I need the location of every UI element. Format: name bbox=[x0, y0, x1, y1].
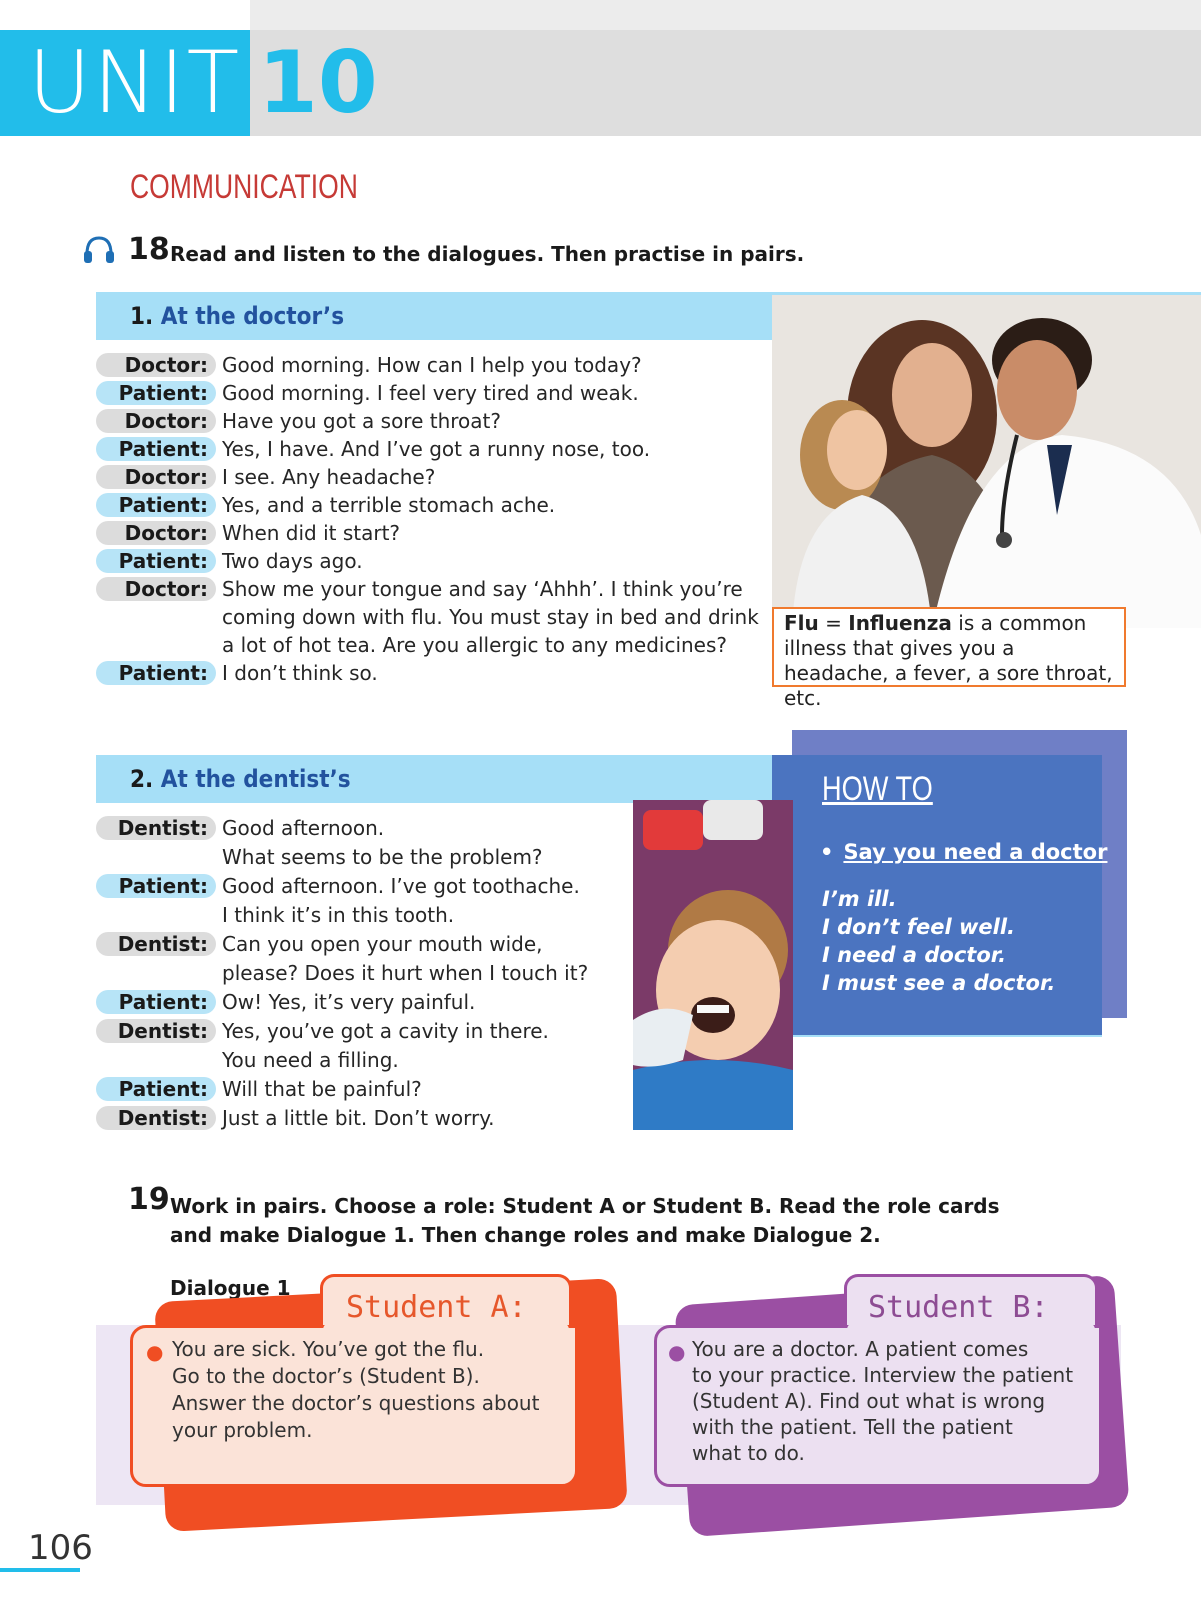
utterance-text: Ow! Yes, it’s very painful. bbox=[222, 990, 476, 1014]
student-b-text bbox=[692, 1336, 1073, 1466]
speaker-label bbox=[96, 605, 216, 629]
student-b-text-line: (Student A). Find out what is wrong bbox=[692, 1389, 1046, 1413]
exercise-19-instruction bbox=[170, 1192, 1000, 1250]
speaker-label: Patient: bbox=[96, 381, 216, 405]
speaker-label: Doctor: bbox=[96, 465, 216, 489]
student-b-bullet-icon: ● bbox=[668, 1340, 686, 1364]
dialogue-line bbox=[96, 929, 543, 958]
dialogue-2-title bbox=[130, 755, 351, 803]
howto-phrase: I must see a doctor. bbox=[822, 971, 1056, 995]
student-a-text-line: You are sick. You’ve got the flu. bbox=[172, 1337, 485, 1361]
utterance-text: What seems to be the problem? bbox=[222, 845, 543, 869]
page-number: 106 bbox=[28, 1528, 93, 1568]
dentist-photo bbox=[633, 800, 793, 1130]
dialogue-1-number: 1. bbox=[130, 302, 154, 330]
speaker-label bbox=[96, 903, 216, 927]
exercise-19-number: 19 bbox=[128, 1182, 170, 1217]
speaker-label bbox=[96, 845, 216, 869]
utterance-text: I don’t think so. bbox=[222, 661, 378, 685]
utterance-text: coming down with flu. You must stay in bed and drink bbox=[222, 605, 759, 629]
flu-full-term: Influenza bbox=[848, 611, 952, 635]
page-number-underline bbox=[0, 1568, 80, 1572]
section-title: COMMUNICATION bbox=[130, 168, 358, 206]
utterance-text: a lot of hot tea. Are you allergic to any medicines? bbox=[222, 633, 728, 657]
speaker-label: Dentist: bbox=[96, 816, 216, 840]
speaker-label bbox=[96, 961, 216, 985]
doctor-photo bbox=[772, 295, 1201, 628]
utterance-text: Have you got a sore throat? bbox=[222, 409, 501, 433]
utterance-text: Good afternoon. bbox=[222, 816, 385, 840]
dialogue-line bbox=[96, 406, 501, 435]
howto-bullet-text: Say you need a doctor bbox=[843, 840, 1108, 864]
speaker-label: Dentist: bbox=[96, 1019, 216, 1043]
speaker-label: Patient: bbox=[96, 874, 216, 898]
exercise-19-instruction-line: and make Dialogue 1. Then change roles and make Dialogue 2. bbox=[170, 1223, 881, 1247]
utterance-text: please? Does it hurt when I touch it? bbox=[222, 961, 589, 985]
speaker-label: Doctor: bbox=[96, 353, 216, 377]
dialogue-line bbox=[96, 518, 400, 547]
student-a-text bbox=[172, 1336, 539, 1444]
dialogue-line bbox=[96, 630, 727, 659]
howto-phrase: I need a doctor. bbox=[822, 943, 1007, 967]
dialogue-line bbox=[96, 1045, 399, 1074]
dialogue-line bbox=[96, 350, 642, 379]
student-b-text-line: You are a doctor. A patient comes bbox=[692, 1337, 1029, 1361]
dialogue-line bbox=[96, 1103, 495, 1132]
speaker-label: Doctor: bbox=[96, 577, 216, 601]
dialogue-line bbox=[96, 462, 435, 491]
speaker-label: Dentist: bbox=[96, 1106, 216, 1130]
utterance-text: Yes, I have. And I’ve got a runny nose, too. bbox=[222, 437, 651, 461]
dialogue-label: Dialogue 1 bbox=[170, 1276, 291, 1300]
utterance-text: Good afternoon. I’ve got toothache. bbox=[222, 874, 580, 898]
speaker-label: Patient: bbox=[96, 990, 216, 1014]
unit-number: 10 bbox=[258, 33, 378, 133]
student-b-text-line: to your practice. Interview the patient bbox=[692, 1363, 1074, 1387]
howto-phrases bbox=[822, 885, 1055, 997]
headphones-icon[interactable] bbox=[82, 234, 116, 264]
student-b-role: Student B: bbox=[868, 1290, 1049, 1325]
utterance-text: When did it start? bbox=[222, 521, 401, 545]
utterance-text: Yes, and a terrible stomach ache. bbox=[222, 493, 556, 517]
header-gray-band bbox=[250, 30, 1201, 136]
speaker-label: Patient: bbox=[96, 1077, 216, 1101]
dialogue-line bbox=[96, 574, 743, 603]
dialogue-line bbox=[96, 900, 454, 929]
unit-label: UNIT bbox=[28, 33, 242, 133]
dialogue-1-title bbox=[130, 292, 344, 340]
speaker-label: Doctor: bbox=[96, 409, 216, 433]
howto-title: HOW TO bbox=[822, 770, 933, 808]
dialogue-1-heading: At the doctor’s bbox=[160, 302, 345, 330]
student-a-role: Student A: bbox=[346, 1290, 527, 1325]
speaker-label: Patient: bbox=[96, 493, 216, 517]
dialogue-line bbox=[96, 958, 588, 987]
exercise-19-instruction-line: Work in pairs. Choose a role: Student A or Student B. Read the role cards bbox=[170, 1194, 1000, 1218]
utterance-text: Two days ago. bbox=[222, 549, 363, 573]
utterance-text: Good morning. I feel very tired and weak. bbox=[222, 381, 639, 405]
utterance-text: Good morning. How can I help you today? bbox=[222, 353, 642, 377]
utterance-text: Can you open your mouth wide, bbox=[222, 932, 543, 956]
utterance-text: I think it’s in this tooth. bbox=[222, 903, 455, 927]
howto-phrase: I’m ill. bbox=[822, 887, 897, 911]
howto-phrase: I don’t feel well. bbox=[822, 915, 1016, 939]
utterance-text: I see. Any headache? bbox=[222, 465, 436, 489]
student-a-text-line: Answer the doctor’s questions about bbox=[172, 1391, 540, 1415]
utterance-text: Show me your tongue and say ‘Ahhh’. I think you’re bbox=[222, 577, 743, 601]
speaker-label: Patient: bbox=[96, 437, 216, 461]
dialogue-line bbox=[96, 378, 639, 407]
exercise-18-instruction: Read and listen to the dialogues. Then practise in pairs. bbox=[170, 242, 805, 266]
speaker-label: Patient: bbox=[96, 549, 216, 573]
dialogue-line bbox=[96, 1074, 422, 1103]
bullet-dot-icon: • bbox=[820, 840, 834, 864]
dialogue-line bbox=[96, 987, 475, 1016]
dialogue-line bbox=[96, 602, 759, 631]
flu-definition-box bbox=[772, 607, 1126, 710]
utterance-text: Will that be painful? bbox=[222, 1077, 422, 1101]
dialogue-line bbox=[96, 490, 555, 519]
dialogue-line bbox=[96, 1016, 549, 1045]
student-a-text-line: your problem. bbox=[172, 1418, 313, 1442]
flu-definition-text: is a common illness that gives you a headache, a fever, a sore throat, etc. bbox=[784, 611, 1113, 710]
dialogue-line bbox=[96, 813, 384, 842]
flu-equals: = bbox=[818, 611, 849, 635]
student-b-text-line: what to do. bbox=[692, 1441, 805, 1465]
utterance-text: You need a filling. bbox=[222, 1048, 399, 1072]
speaker-label: Doctor: bbox=[96, 521, 216, 545]
howto-bullet bbox=[820, 840, 1107, 864]
dialogue-line bbox=[96, 871, 580, 900]
speaker-label: Dentist: bbox=[96, 932, 216, 956]
speaker-label: Patient: bbox=[96, 661, 216, 685]
speaker-label bbox=[96, 633, 216, 657]
speaker-label bbox=[96, 1048, 216, 1072]
dialogue-line bbox=[96, 842, 543, 871]
exercise-18-number: 18 bbox=[128, 232, 170, 267]
utterance-text: Yes, you’ve got a cavity in there. bbox=[222, 1019, 549, 1043]
dialogue-line bbox=[96, 546, 363, 575]
header-top-strip bbox=[250, 0, 1201, 30]
utterance-text: Just a little bit. Don’t worry. bbox=[222, 1106, 495, 1130]
student-a-bullet-icon: ● bbox=[146, 1340, 164, 1364]
flu-term: Flu bbox=[784, 611, 819, 635]
student-a-text-line: Go to the doctor’s (Student B). bbox=[172, 1364, 480, 1388]
dialogue-line bbox=[96, 658, 378, 687]
dialogue-2-heading: At the dentist’s bbox=[160, 765, 351, 793]
dialogue-line bbox=[96, 434, 650, 463]
student-b-text-line: with the patient. Tell the patient bbox=[692, 1415, 1013, 1439]
dialogue-2-number: 2. bbox=[130, 765, 154, 793]
